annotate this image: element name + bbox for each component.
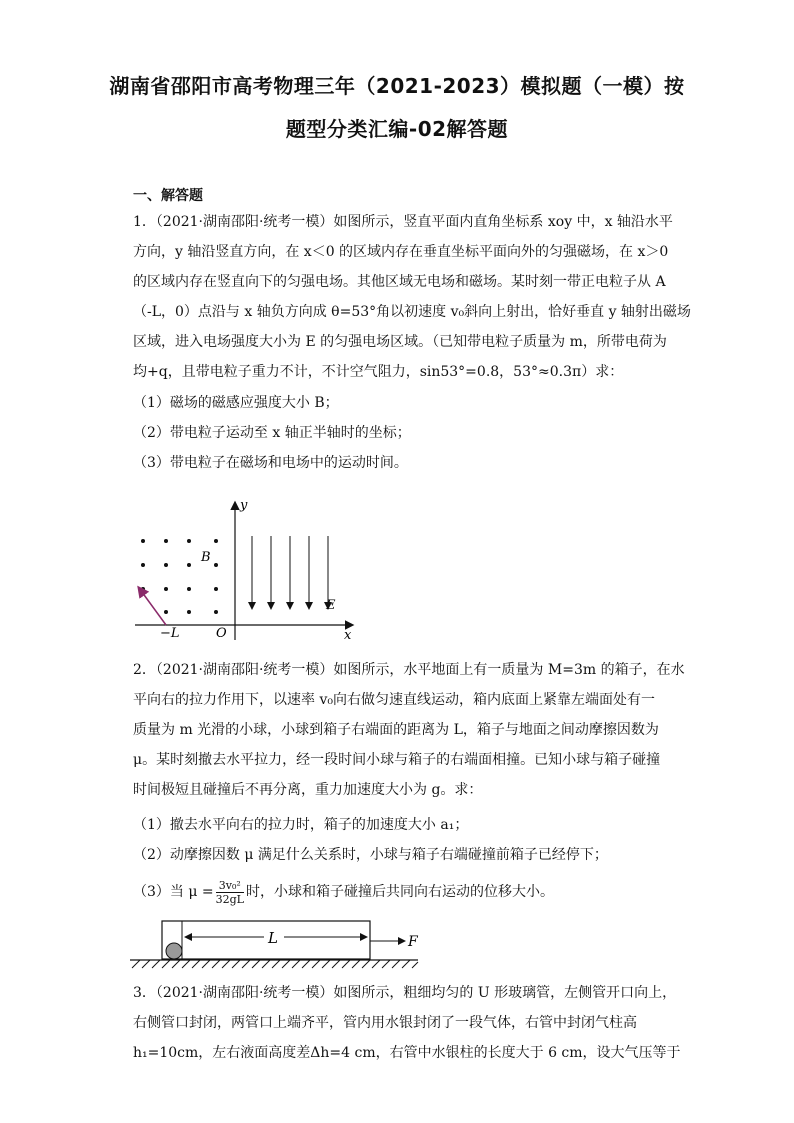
q2-part3-suffix: 时，小球和箱子碰撞后共同向右运动的位移大小。 — [245, 884, 554, 900]
q1-line: 1．（2021·湖南邵阳·统考一模）如图所示，竖直平面内直角坐标系 xoy 中，x 轴沿水平 — [133, 214, 673, 230]
section-heading: 一、解答题 — [133, 188, 203, 204]
q3-line: 右侧管口封闭，两管口上端齐平，管内用水银封闭了一段气体，右管中封闭气柱高 — [133, 1015, 637, 1031]
distance-l-label: L — [268, 929, 278, 947]
electric-field-arrows — [252, 536, 328, 608]
y-axis-label: y — [240, 498, 248, 513]
q1-line: 区域，进入电场强度大小为 E 的匀强电场区域。（已知带电粒子质量为 m，所带电荷为 — [133, 334, 667, 350]
q2-line: 质量为 m 光滑的小球，小球到箱子右端面的距离为 L，箱子与地面之间动摩擦因数为 — [133, 722, 659, 738]
fraction-denominator: 32gL — [215, 892, 244, 906]
document-title-line-1: 湖南省邵阳市高考物理三年（2021-2023）模拟题（一模）按 — [109, 74, 685, 98]
origin-label: O — [216, 626, 227, 641]
q2-part-3 — [133, 877, 554, 907]
document-title-line-2: 题型分类汇编-02解答题 — [285, 117, 509, 141]
q2-line: 时间极短且碰撞后不再分离，重力加速度大小为 g。求： — [133, 782, 483, 798]
force-f-label: F — [408, 934, 418, 950]
q1-figure — [130, 495, 360, 645]
ball — [166, 943, 182, 959]
q2-figure — [128, 918, 428, 972]
q2-line: μ。某时刻撤去水平拉力，经一段时间小球与箱子的右端面相撞。已知小球与箱子碰撞 — [133, 752, 661, 768]
q1-line: （-L，0）点沿与 x 轴负方向成 θ=53°角以初速度 v₀斜向上射出，恰好垂直 y 轴射出磁场 — [133, 304, 691, 320]
q1-part: （1）磁场的磁感应强度大小 B； — [133, 395, 339, 411]
initial-velocity-arrow — [139, 588, 166, 625]
electric-field-label: E — [326, 598, 336, 613]
q2-part3-prefix: （3）当 μ = — [133, 884, 214, 900]
q3-line: 3．（2021·湖南邵阳·统考一模）如图所示，粗细均匀的 U 形玻璃管，左侧管开口向上， — [133, 985, 677, 1001]
q3-line: h₁=10cm，左右液面高度差Δh=4 cm，右管中水银柱的长度大于 6 cm，设大气压等于 — [133, 1045, 681, 1061]
x-axis-label: x — [344, 628, 352, 643]
q1-line: 均+q，且带电粒子重力不计，不计空气阻力，sin53°=0.8，53°≈0.3π）求： — [133, 364, 624, 380]
ground-hatching — [132, 960, 418, 968]
fraction-numerator: 3v₀² — [216, 879, 244, 893]
magnetic-field-label: B — [201, 550, 211, 565]
q1-line: 方向，y 轴沿竖直方向，在 x＜0 的区域内存在垂直坐标平面向外的匀强磁场，在 x＞0 — [133, 244, 669, 260]
q2-line: 2．（2021·湖南邵阳·统考一模）如图所示，水平地面上有一质量为 M=3m 的箱子，在水 — [133, 662, 685, 678]
q2-part: （1）撤去水平向右的拉力时，箱子的加速度大小 a₁； — [133, 817, 469, 833]
point-a-label: −L — [160, 626, 180, 641]
q2-part: （2）动摩擦因数 μ 满足什么关系时，小球与箱子右端碰撞前箱子已经停下； — [133, 847, 608, 863]
q1-part: （2）带电粒子运动至 x 轴正半轴时的坐标； — [133, 425, 411, 441]
mu-fraction — [216, 879, 244, 906]
q2-line: 平向右的拉力作用下，以速率 v₀向右做匀速直线运动，箱内底面上紧靠左端面处有一 — [133, 692, 655, 708]
q1-line: 的区域内存在竖直向下的匀强电场。其他区域无电场和磁场。某时刻一带正电粒子从 A — [133, 274, 666, 290]
q1-part: （3）带电粒子在磁场和电场中的运动时间。 — [133, 455, 408, 471]
